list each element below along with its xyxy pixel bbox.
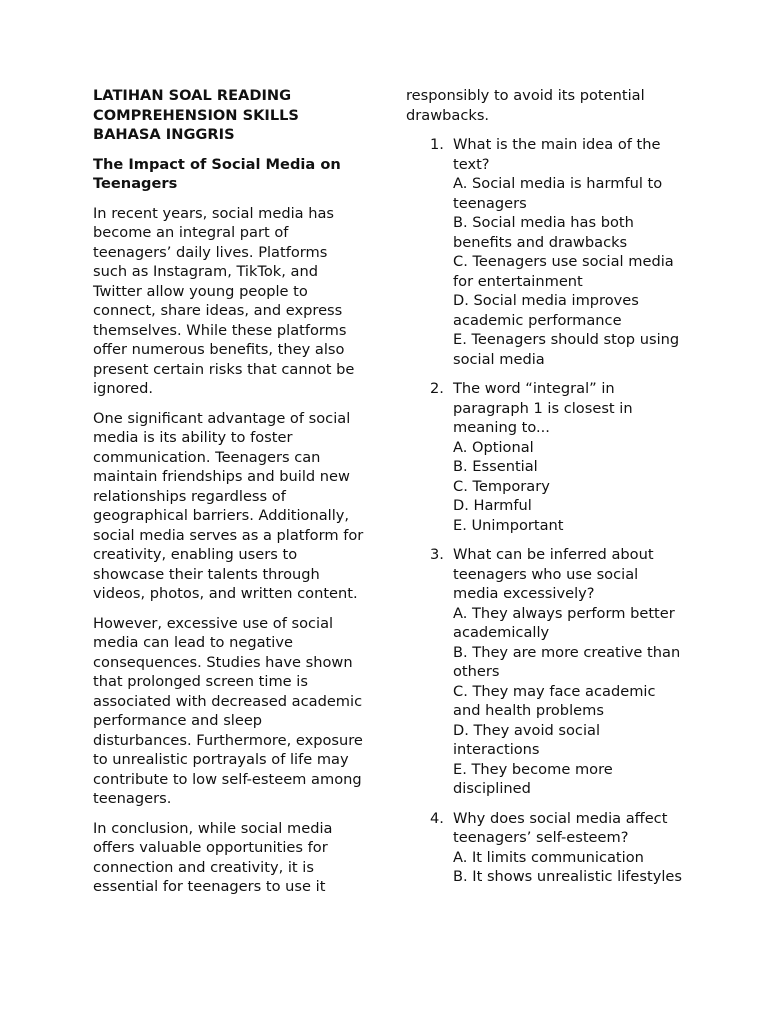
question-number: 4.: [430, 809, 444, 827]
question-list: [406, 135, 686, 887]
question-1: [406, 135, 686, 369]
paragraph-4: In conclusion, while social media offers valuable opportunities for connection and creativity, it is essential for teenagers to use it: [93, 819, 333, 895]
question-text: The word “integral” in paragraph 1 is closest in meaning to...: [453, 380, 633, 436]
answer-option: A. Social media is harmful to teenagers: [453, 175, 663, 212]
paragraph-3: However, excessive use of social media can lead to negative consequences. Studies have shown that prolonged screen time is associated with decreased academic performance and sleep disturbances. Furthermore, exposure to unrealistic portrayals of life may contribute to low self-esteem among teenagers.: [93, 614, 363, 807]
question-number: 3.: [430, 546, 444, 563]
answer-option: C. Temporary: [453, 477, 550, 495]
passage-title: The Impact of Social Media on Teenagers: [93, 155, 341, 192]
answer-option: B. They are more creative than others: [453, 643, 681, 680]
question-text: What is the main idea of the text?: [453, 136, 661, 173]
paragraph-1: In recent years, social media has become an integral part of teenagers’ daily lives. Platforms such as Instagram, TikTok, and Twitter allow young people to connect, share ideas, and express themselves. While these platforms offer numerous benefits, they also present certain risks that cannot be ignored.: [93, 204, 355, 397]
answer-option: C. Teenagers use social media for entertainment: [453, 253, 674, 290]
paragraph-4-continuation: responsibly to avoid its potential drawbacks.: [406, 87, 645, 124]
question-number: 2.: [430, 380, 444, 397]
answer-option: D. Social media improves academic performance: [453, 292, 639, 329]
answer-option: D. Harmful: [453, 497, 532, 514]
right-column: [406, 86, 686, 897]
answer-option: A. They always perform better academically: [453, 604, 675, 641]
question-text: Why does social media affect teenagers’ self-esteem?: [453, 809, 668, 846]
answer-option: E. They become more disciplined: [453, 760, 613, 797]
answer-option: E. Unimportant: [453, 516, 564, 534]
paragraph-2: One significant advantage of social media is its ability to foster communication. Teenagers can maintain friendships and build new relationships regardless of geographical barriers. Additionally, social media serves as a platform for creativity, enabling users to showcase their talents through videos, photos, and written content.: [93, 409, 364, 602]
answer-option: B. It shows unrealistic lifestyles: [453, 868, 682, 885]
left-column: [93, 86, 365, 907]
document-title: LATIHAN SOAL READING COMPREHENSION SKILLS BAHASA INGGRIS: [93, 87, 299, 143]
answer-option: C. They may face academic and health problems: [453, 682, 656, 719]
question-3: [406, 545, 686, 799]
answer-option: E. Teenagers should stop using social media: [453, 331, 680, 368]
answer-option: B. Social media has both benefits and drawbacks: [453, 214, 634, 251]
question-number: 1.: [430, 136, 444, 153]
answer-option: D. They avoid social interactions: [453, 721, 601, 758]
answer-option: A. Optional: [453, 438, 534, 456]
question-text: What can be inferred about teenagers who use social media excessively?: [453, 546, 654, 602]
question-2: [406, 379, 686, 535]
answer-option: A. It limits communication: [453, 848, 644, 866]
answer-option: B. Essential: [453, 458, 538, 475]
question-4: [406, 809, 686, 887]
